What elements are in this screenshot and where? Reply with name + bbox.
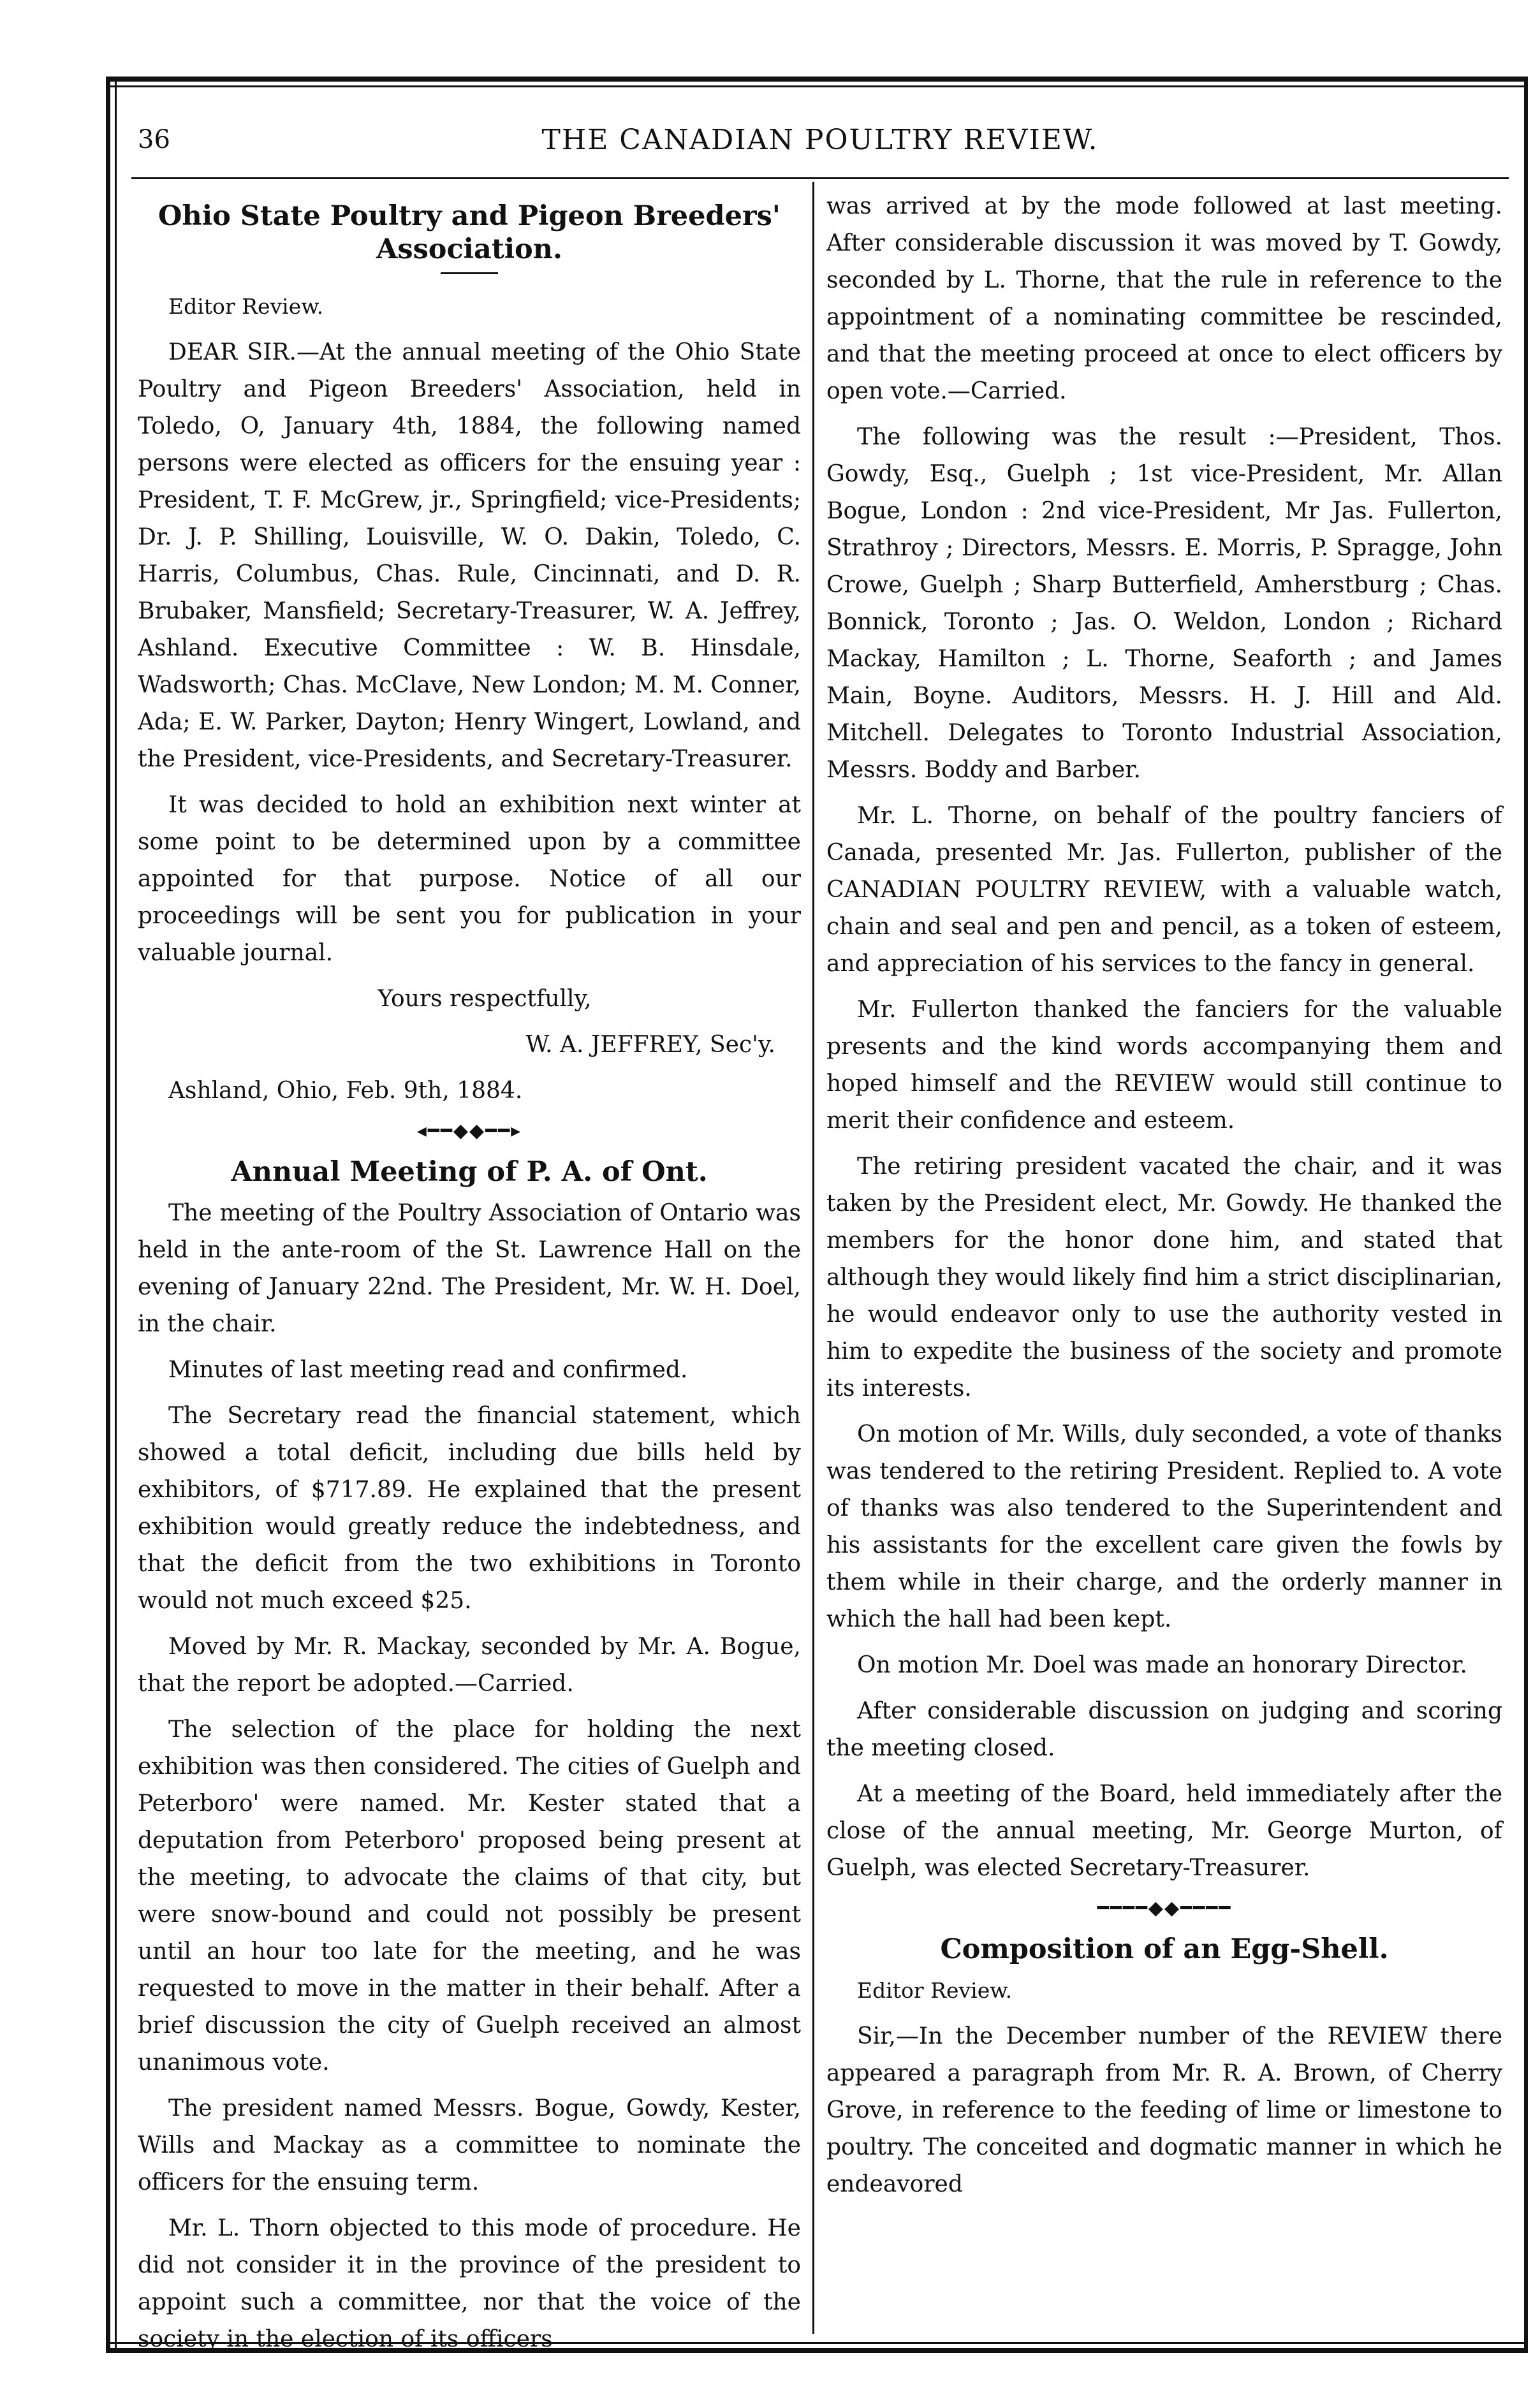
ornament-divider: ━━━━◆◆━━━━ [1097, 1897, 1232, 1919]
header-rule [131, 177, 1509, 179]
paragraph: Minutes of last meeting read and confirmed. [168, 1357, 688, 1383]
article-title-ohio: Ohio State Poultry and Pigeon Breeders' Association. [158, 200, 781, 265]
paragraph: On motion Mr. Doel was made an honorary Director. [857, 1652, 1467, 1678]
paragraph: Mr. L. Thorne, on behalf of the poultry fanciers of Canada, presented Mr. Jas. Fullerton, publisher of the CANADIAN POULTRY REVIEW, with a valuable watch, chain and seal and pen and pencil, as a token of esteem, and appreciation of his services to the fancy in general. [826, 803, 1502, 977]
paragraph: The Secretary read the financial statement, which showed a total deficit, including due bills held by exhibitors, of $717.89. He explained that the present exhibition would greatly reduce the indebtedness, and that the deficit from the two exhibitions in Toronto would not much exceed $25. [138, 1403, 801, 1614]
running-title: THE CANADIAN POULTRY REVIEW. [541, 123, 1099, 156]
closing: Yours respectfully, [378, 986, 592, 1012]
paragraph: Mr. Fullerton thanked the fanciers for the valuable presents and the kind words accompanying them and hoped himself and the REVIEW would still continue to merit their confidence and esteem. [826, 997, 1502, 1134]
paragraph: At a meeting of the Board, held immediately after the close of the annual meeting, Mr. George Murton, of Guelph, was elected Secretary-Treasurer. [826, 1781, 1502, 1881]
paragraph: Mr. L. Thorn objected to this mode of procedure. He did not consider it in the province of the president to appoint such a committee, nor that the voice of the society in the election of its officers [138, 2215, 801, 2352]
paragraph: It was decided to hold an exhibition next winter at some point to be determined upon by a committee appointed for that purpose. Notice of all our proceedings will be sent you for publication in your valuable journal. [138, 792, 801, 966]
salutation-label: Editor Review. [857, 1978, 1013, 2003]
article-title-egg-shell: Composition of an Egg-Shell. [940, 1933, 1389, 1965]
paragraph: The retiring president vacated the chair, and it was taken by the President elect, Mr. Gowdy. He thanked the members for the honor done him, and stated that although they would likely find him a strict disciplinarian, he would endeavor only to use the authority vested in him to expedite the business of the society and promote its interests. [826, 1154, 1502, 1402]
page-number: 36 [138, 125, 170, 154]
top-rule [106, 77, 1528, 82]
paragraph: The meeting of the Poultry Association of Ontario was held in the ante-room of the St. Lawrence Hall on the evening of January 22nd. The President, Mr. W. H. Doel, in the chair. [138, 1200, 801, 1337]
left-column [138, 188, 801, 2352]
paragraph: Moved by Mr. R. Mackay, seconded by Mr. A. Bogue, that the report be adopted.—Carried. [138, 1634, 801, 1697]
place-date: Ashland, Ohio, Feb. 9th, 1884. [168, 1078, 523, 1104]
paragraph: After considerable discussion on judging and scoring the meeting closed. [826, 1698, 1502, 1761]
paragraph: Sir,—In the December number of the REVIEW there appeared a paragraph from Mr. R. A. Brown, of Cherry Grove, in reference to the feeding of lime or limestone to poultry. The conceited and dogmatic manner in which he endeavored [826, 2023, 1502, 2197]
paragraph: was arrived at by the mode followed at last meeting. After considerable discussion it was moved by T. Gowdy, seconded by L. Thorne, that the rule in reference to the appointment of a nominating committee be rescinded, and that the meeting proceed at once to elect officers by open vote.—Carried. [826, 193, 1502, 404]
paragraph: The president named Messrs. Bogue, Gowdy, Kester, Wills and Mackay as a committee to nominate the officers for the ensuing term. [138, 2095, 801, 2195]
salutation-label: Editor Review. [168, 294, 324, 319]
right-column [826, 188, 1502, 2327]
article-title-annual-meeting: Annual Meeting of P. A. of Ont. [231, 1156, 708, 1188]
paragraph: DEAR SIR.—At the annual meeting of the Ohio State Poultry and Pigeon Breeders' Association, held in Toledo, O, January 4th, 1884, the following named persons were elected as officers for the ensuing year : President, T. F. McGrew, jr., Springfield; vice-Presidents; Dr. J. P. Shilling, Louisville, W. O. Dakin, Toledo, C. Harris, Columbus, Chas. Rule, Cincinnati, and D. R. Brubaker, Mansfield; Secretary-Treasurer, W. A. Jeffrey, Ashland. Executive Committee : W. B. Hinsdale, Wadsworth; Chas. McClave, New London; M. M. Conner, Ada; E. W. Parker, Dayton; Henry Wingert, Lowland, and the President, vice-Presidents, and Secretary-Treasurer. [138, 339, 801, 772]
right-border [1524, 77, 1528, 2353]
column-divider [812, 182, 814, 2334]
left-border-thin [115, 77, 117, 2353]
page-header [138, 105, 1502, 175]
paragraph: The selection of the place for holding the next exhibition was then considered. The cities of Guelph and Peterboro' were named. Mr. Kester stated that a deputation from Peterboro' proposed being present at the meeting, to advocate the claims of that city, but were snow-bound and could not possibly be present until an hour too late for the meeting, and he was requested to move in the matter in their behalf. After a brief discussion the city of Guelph received an almost unanimous vote. [138, 1717, 801, 2076]
left-border [106, 77, 110, 2353]
title-rule [441, 272, 498, 274]
signature: W. A. JEFFREY, Sec'y. [525, 1032, 775, 1058]
paragraph: On motion of Mr. Wills, duly seconded, a vote of thanks was tendered to the retiring President. Replied to. A vote of thanks was also tendered to the Superintendent and his assistants for the excellent care given the fowls by them while in their charge, and the orderly manner in which the hall had been kept. [826, 1421, 1502, 1632]
paragraph: The following was the result :—President, Thos. Gowdy, Esq., Guelph ; 1st vice-President, Mr. Allan Bogue, London : 2nd vice-President, Mr Jas. Fullerton, Strathroy ; Directors, Messrs. E. Morris, P. Spragge, John Crowe, Guelph ; Sharp Butterfield, Amherstburg ; Chas. Bonnick, Toronto ; Jas. O. Weldon, London ; Richard Mackay, Hamilton ; L. Thorne, Seaforth ; and James Main, Boyne. Auditors, Messrs. H. J. Hill and Ald. Mitchell. Delegates to Toronto Industrial Association, Messrs. Boddy and Barber. [826, 424, 1502, 783]
top-rule-thin [106, 85, 1528, 87]
newspaper-page [106, 77, 1528, 2353]
ornament-divider: ◂━━◆◆━━▸ [416, 1120, 522, 1142]
